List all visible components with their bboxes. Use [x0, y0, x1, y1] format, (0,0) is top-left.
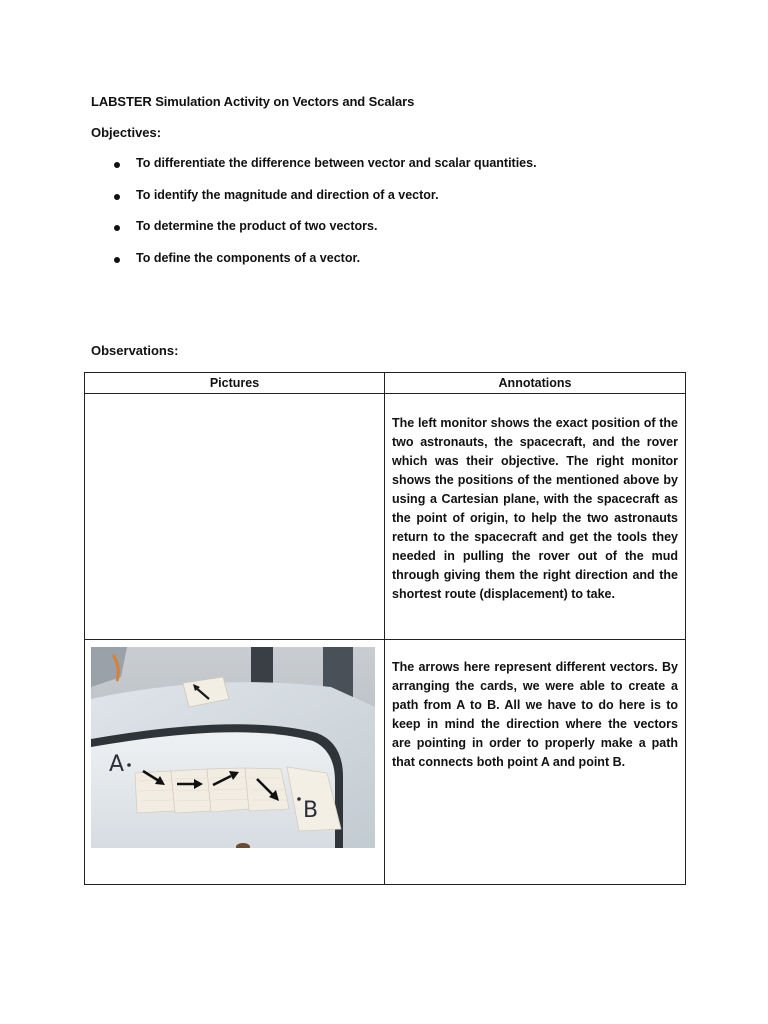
point-a-label: A [109, 752, 125, 777]
bullet-icon [114, 194, 120, 200]
page-title: LABSTER Simulation Activity on Vectors and Scalars [91, 94, 415, 109]
bullet-icon [114, 162, 120, 168]
annotation-text: The arrows here represent different vectors. By arranging the cards, we were able to create a path from A to B. All we have to do here is to keep in mind the direction where the vectors are pointing in order to properly make a path that connects both point A and point B. [392, 660, 678, 769]
objective-item [0, 156, 768, 188]
observations-table [84, 372, 686, 885]
table-header-row [85, 373, 686, 394]
picture-cell [85, 640, 385, 885]
objective-text: To determine the product of two vectors. [136, 219, 378, 233]
table-row [85, 394, 686, 640]
point-b-dot [297, 797, 301, 801]
annotation-text: The left monitor shows the exact position of the two astronauts, the spacecraft, and the rover which was their objective. The right monitor shows the positions of the mentioned above by using a Cartesian plane, with the spacecraft as the point of origin, to help the two astronauts return to the spacecraft and get the tools they needed in pulling the rover out of the mud through giving them the right direction and the shortest route (displacement) to take. [392, 416, 678, 601]
objective-text: To differentiate the difference between vector and scalar quantities. [136, 156, 537, 170]
objective-item [0, 219, 768, 251]
objective-text: To define the components of a vector. [136, 250, 361, 265]
picture-cell-empty [85, 394, 385, 640]
table-row [85, 640, 686, 885]
point-b-label: B [303, 798, 319, 823]
vector-cards-illustration [91, 647, 375, 848]
bullet-icon [114, 257, 120, 263]
pictures-column-header: Pictures [85, 373, 385, 394]
objective-item [0, 251, 768, 283]
objective-text: To identify the magnitude and direction of a vector. [136, 187, 439, 202]
bullet-icon [114, 225, 120, 231]
objective-item [0, 188, 768, 220]
annotation-cell [385, 394, 686, 640]
objectives-heading: Objectives: [91, 125, 162, 140]
annotations-column-header: Annotations [385, 373, 686, 394]
observations-heading: Observations: [91, 343, 179, 358]
objectives-list [0, 156, 768, 282]
annotation-cell [385, 640, 686, 885]
vector-cards-screenshot [91, 647, 375, 848]
point-a-dot [127, 763, 131, 767]
